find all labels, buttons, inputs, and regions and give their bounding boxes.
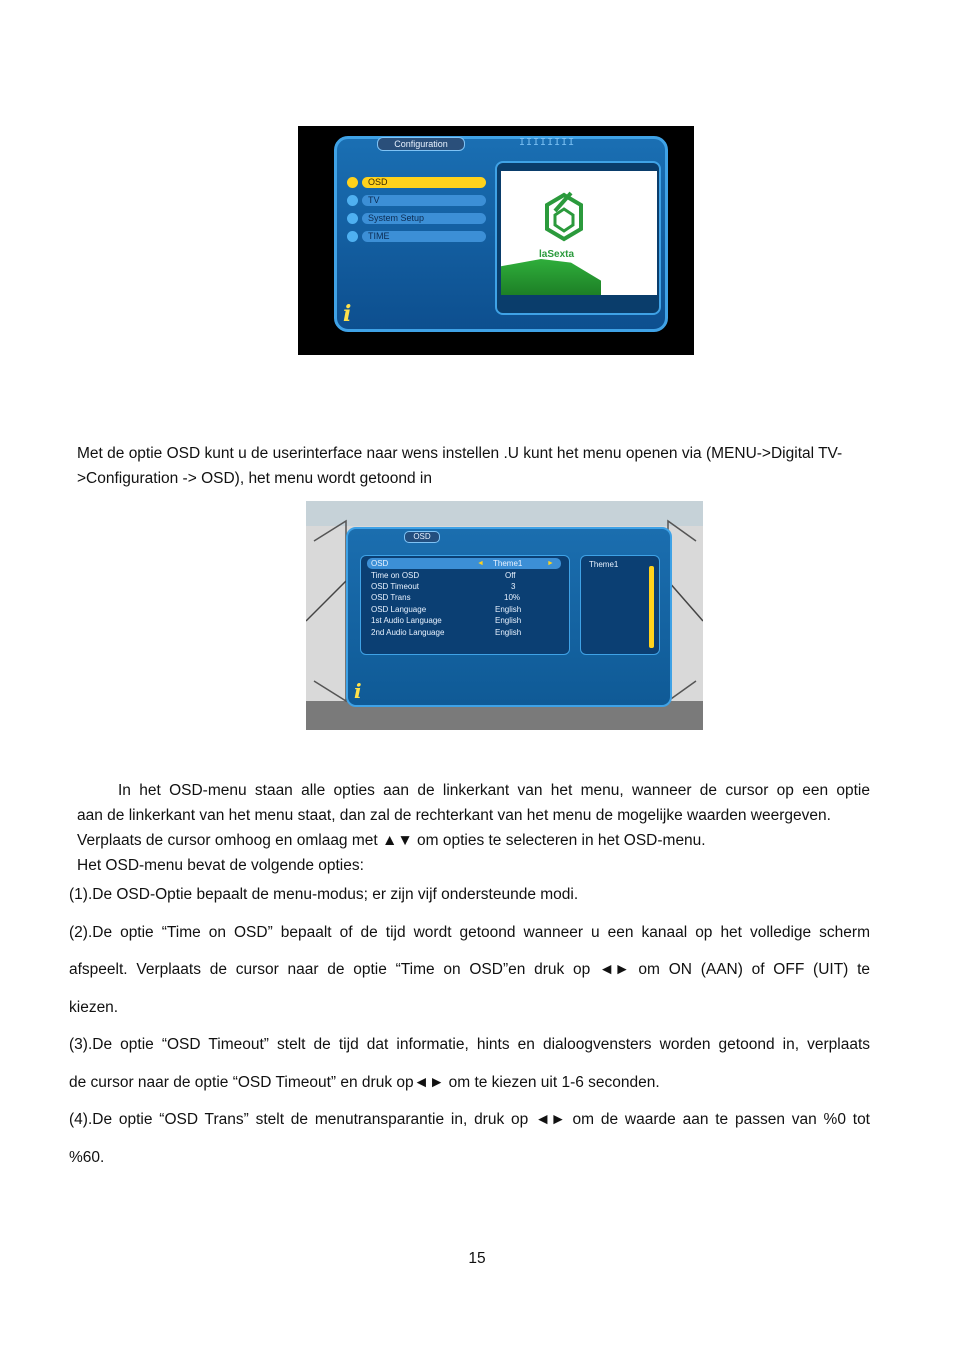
menu-item-time[interactable]: TIME [362, 231, 486, 242]
row-value: Theme1 [493, 559, 523, 568]
side-value: Theme1 [589, 560, 619, 569]
row-value: Off [505, 571, 516, 580]
channel-preview [495, 161, 661, 315]
row-label: OSD Language [371, 605, 427, 614]
osd-title: OSD [404, 531, 440, 543]
menu-item-osd[interactable]: OSD [362, 177, 486, 188]
info-icon: i [354, 679, 362, 703]
option-3-line2: de cursor naar de optie “OSD Timeout” en druk op◄► om te kiezen uit 1-6 seconden. [69, 1074, 660, 1091]
para2-line4: Het OSD-menu bevat de volgende opties: [77, 857, 364, 874]
menu-item-system-setup[interactable]: System Setup [362, 213, 486, 224]
option-2-line1: (2).De optie “Time on OSD” bepaalt of de tijd wordt getoond wanneer u een kanaal op het volledige scherm [69, 924, 870, 941]
para2-line1: In het OSD-menu staan alle opties aan de linkerkant van het menu, wanneer de cursor op een optie [118, 782, 870, 799]
row-label: OSD Timeout [371, 582, 420, 591]
osd-row-osd-language[interactable] [367, 604, 561, 615]
option-4-line2: %60. [69, 1149, 105, 1166]
lasexta-logo-icon [541, 191, 587, 245]
para2-line2: aan de linkerkant van het menu staat, dan zal de rechterkant van het menu de mogelijke waarden weergeven. [77, 807, 831, 824]
signal-ticks: IIIIIIII [519, 137, 576, 148]
osd-bullet-icon [347, 177, 358, 188]
configuration-screenshot [298, 126, 694, 355]
option-2-line2: afspeelt. Verplaats de cursor naar de optie “Time on OSD”en druk op ◄► om ON (AAN) of OFF (UIT) te [69, 961, 870, 978]
scrollbar[interactable] [649, 566, 654, 648]
osd-row-1st-audio-language[interactable] [367, 615, 561, 626]
row-value: English [495, 616, 522, 625]
option-1: (1).De OSD-Optie bepaalt de menu-modus; er zijn vijf ondersteunde modi. [69, 886, 579, 903]
page-number: 15 [468, 1250, 486, 1267]
row-value: English [495, 605, 522, 614]
left-arrow-icon[interactable]: ◄ [477, 560, 484, 567]
para2-line3: Verplaats de cursor omhoog en omlaag met ▲▼ om opties te selecteren in het OSD-menu. [77, 832, 706, 849]
osd-row-time-on-osd[interactable] [367, 570, 561, 581]
time-bullet-icon [347, 231, 358, 242]
configuration-title: Configuration [377, 137, 465, 151]
right-arrow-icon[interactable]: ► [547, 560, 554, 567]
preview-grass [501, 259, 601, 295]
preview-screen [501, 171, 657, 295]
option-3-line1: (3).De optie “OSD Timeout” stelt de tijd dat informatie, hints en dialoogvensters worden getoond in, verplaats [69, 1036, 870, 1053]
row-label: 2nd Audio Language [371, 628, 445, 637]
row-value: English [495, 628, 522, 637]
option-2-line3: kiezen. [69, 999, 119, 1016]
configuration-menu-frame [334, 136, 668, 332]
osd-row-osd-timeout[interactable] [367, 581, 561, 592]
intro-paragraph: Met de optie OSD kunt u de userinterface naar wens instellen .U kunt het menu openen via (MENU->Digital TV->Configuration -> OSD), het menu wordt getoond in [77, 445, 843, 487]
row-value: 3 [511, 582, 516, 591]
tv-bullet-icon [347, 195, 358, 206]
row-label: OSD Trans [371, 593, 411, 602]
osd-row-osd-trans[interactable] [367, 592, 561, 603]
osd-row-2nd-audio-language[interactable] [367, 627, 561, 638]
row-label: OSD [371, 559, 389, 568]
info-icon: i [343, 301, 352, 327]
row-label: 1st Audio Language [371, 616, 442, 625]
osd-options-list [360, 555, 570, 655]
osd-row-osd[interactable] [367, 558, 561, 569]
osd-value-panel [580, 555, 660, 655]
option-4-line1: (4).De optie “OSD Trans” stelt de menutransparantie in, druk op ◄► om de waarde aan te passen van %0 tot [69, 1111, 870, 1128]
preview-logo-text: laSexta [539, 249, 575, 260]
menu-item-tv[interactable]: TV [362, 195, 486, 206]
row-value: 10% [504, 593, 521, 602]
osd-screenshot [306, 501, 703, 730]
system-setup-bullet-icon [347, 213, 358, 224]
osd-menu-frame [346, 527, 672, 707]
row-label: Time on OSD [371, 571, 420, 580]
